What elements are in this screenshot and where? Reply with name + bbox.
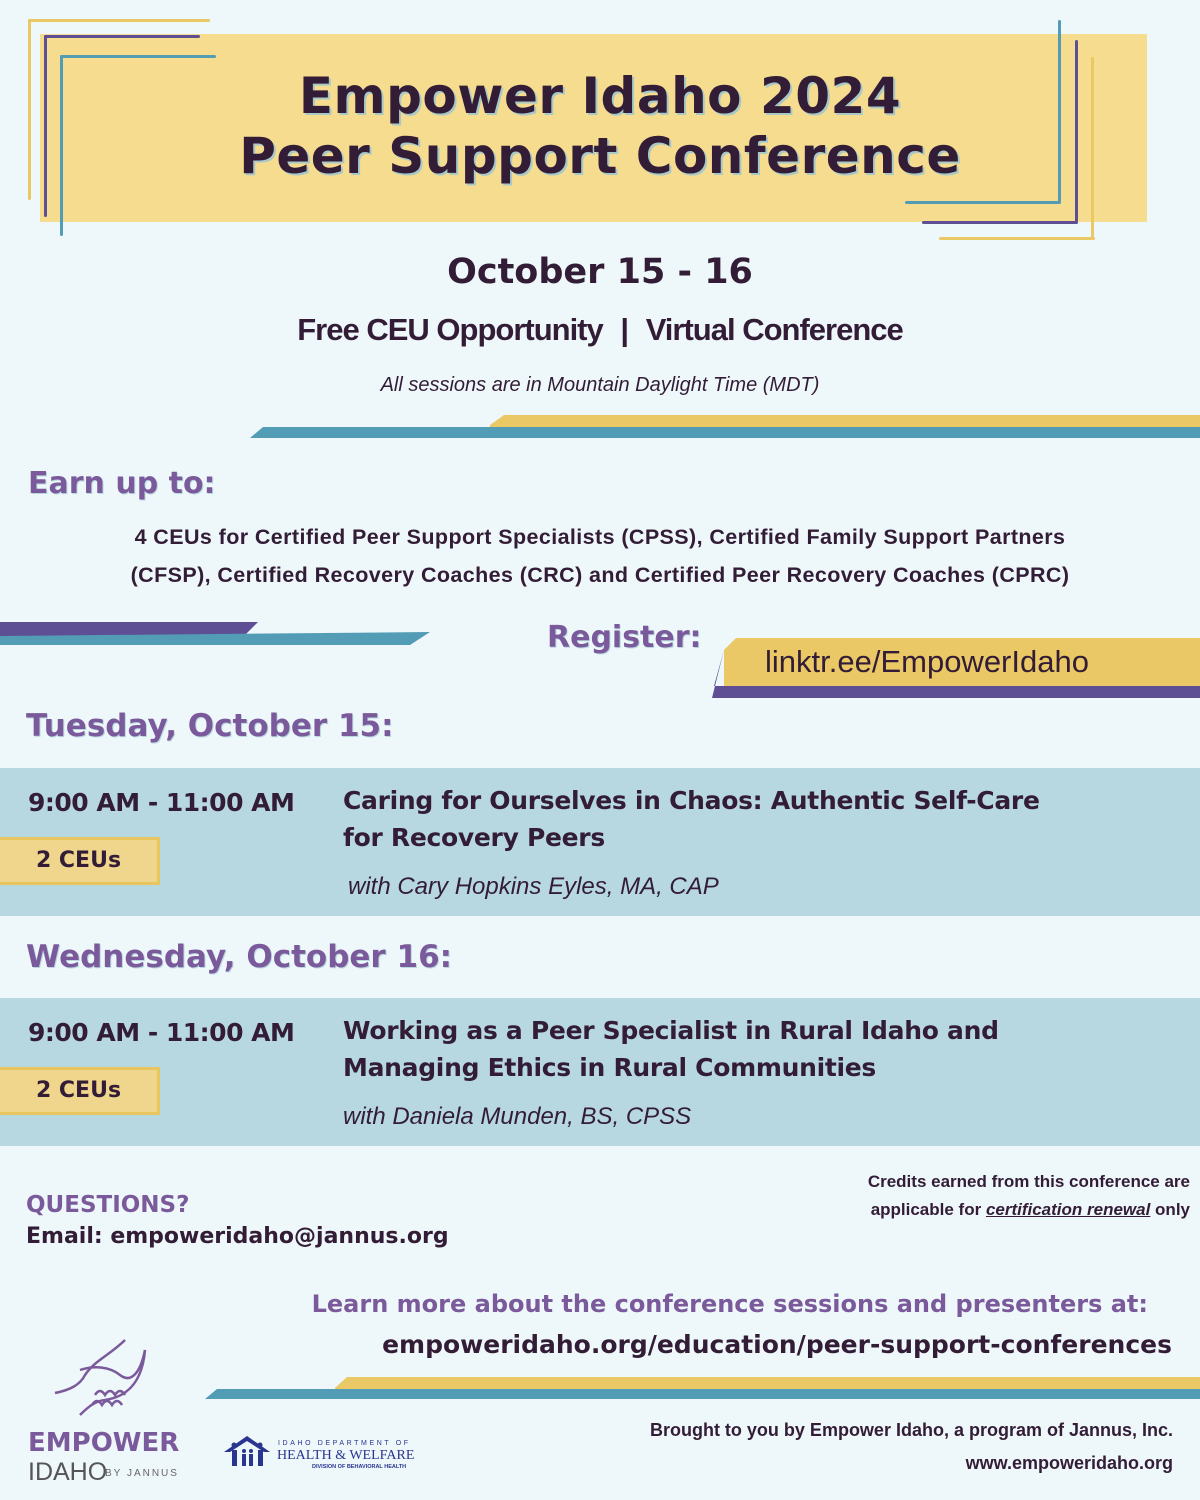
decor-line (905, 201, 1061, 204)
by-jannus-text: BY JANNUS (105, 1468, 179, 1479)
credits-text: applicable for (870, 1200, 986, 1219)
session-card (0, 768, 1200, 916)
handshake-icon (50, 1335, 160, 1425)
decor-stripe (250, 415, 1200, 440)
earn-line-1: 4 CEUs for Certified Peer Support Specialists (CPSS), Certified Family Support Partners (134, 525, 1066, 549)
decor-stripe (205, 1377, 1200, 1402)
session-presenter: with Daniela Munden, BS, CPSS (343, 1103, 692, 1130)
decor-line (922, 221, 1078, 224)
credits-emphasis: certification renewal (985, 1200, 1151, 1219)
earn-heading: Earn up to: (28, 466, 216, 501)
timezone-note: All sessions are in Mountain Daylight Time (MDT) (380, 374, 820, 396)
session-presenter: with Cary Hopkins Eyles, MA, CAP (348, 873, 719, 900)
session-title-line-2: Managing Ethics in Rural Communities (343, 1053, 877, 1082)
subtitle-virtual: Virtual Conference (645, 312, 903, 347)
page-title (0, 66, 1200, 186)
register-link[interactable]: linktr.ee/EmpowerIdaho (765, 644, 1089, 679)
contact-email[interactable]: Email: empoweridaho@jannus.org (26, 1224, 449, 1249)
brought-by-text: Brought to you by Empower Idaho, a program of Jannus, Inc. (649, 1420, 1173, 1440)
decor-line (939, 237, 1095, 240)
ceu-badge: 2 CEUs (0, 837, 160, 885)
session-title (343, 1012, 999, 1086)
idaho-logo-text: IDAHO (28, 1458, 108, 1486)
hw-top-text: IDAHO DEPARTMENT OF (278, 1440, 411, 1447)
session-time: 9:00 AM - 11:00 AM (28, 788, 295, 817)
credits-note (810, 1168, 1190, 1224)
credits-text: only (1150, 1200, 1190, 1219)
session-time: 9:00 AM - 11:00 AM (28, 1018, 295, 1047)
title-line-2: Peer Support Conference (239, 127, 961, 185)
learn-more-link[interactable]: empoweridaho.org/education/peer-support-conferences (382, 1330, 1172, 1359)
learn-more-heading: Learn more about the conference sessions and presenters at: (311, 1290, 1148, 1318)
ceu-badge: 2 CEUs (0, 1067, 160, 1115)
session-title-line-1: Working as a Peer Specialist in Rural Idaho and (343, 1016, 999, 1045)
title-line-1: Empower Idaho 2024 (298, 67, 902, 125)
day-heading-wednesday: Wednesday, October 16: (26, 939, 453, 975)
credits-line-1: Credits earned from this conference are (867, 1172, 1190, 1191)
session-title-line-2: for Recovery Peers (343, 823, 605, 852)
event-subtitle (0, 312, 1200, 348)
session-title-line-1: Caring for Ourselves in Chaos: Authentic Self-Care (343, 786, 1040, 815)
decor-stripe (0, 622, 430, 647)
earn-line-2: (CFSP), Certified Recovery Coaches (CRC) and Certified Peer Recovery Coaches (CPRC) (130, 563, 1070, 587)
decor-line (44, 35, 200, 38)
credits-line-2 (810, 1196, 1190, 1224)
session-card (0, 998, 1200, 1146)
day-heading-tuesday: Tuesday, October 15: (26, 708, 394, 744)
hw-main-text: HEALTH & WELFARE (277, 1448, 415, 1463)
event-dates: October 15 - 16 (447, 252, 753, 292)
hw-sub-text: DIVISION OF BEHAVIORAL HEALTH (312, 1464, 407, 1470)
empower-logo-text: EMPOWER (28, 1428, 180, 1458)
questions-heading: QUESTIONS? (26, 1192, 190, 1218)
earn-details (0, 518, 1200, 594)
decor-line (28, 19, 210, 22)
subtitle-ceu: Free CEU Opportunity (297, 312, 603, 347)
subtitle-separator: | (620, 312, 629, 347)
register-label: Register: (547, 620, 702, 655)
decor-line (60, 55, 216, 58)
website-link[interactable]: www.empoweridaho.org (965, 1453, 1173, 1473)
house-family-icon (222, 1434, 272, 1468)
session-title (343, 782, 1040, 856)
